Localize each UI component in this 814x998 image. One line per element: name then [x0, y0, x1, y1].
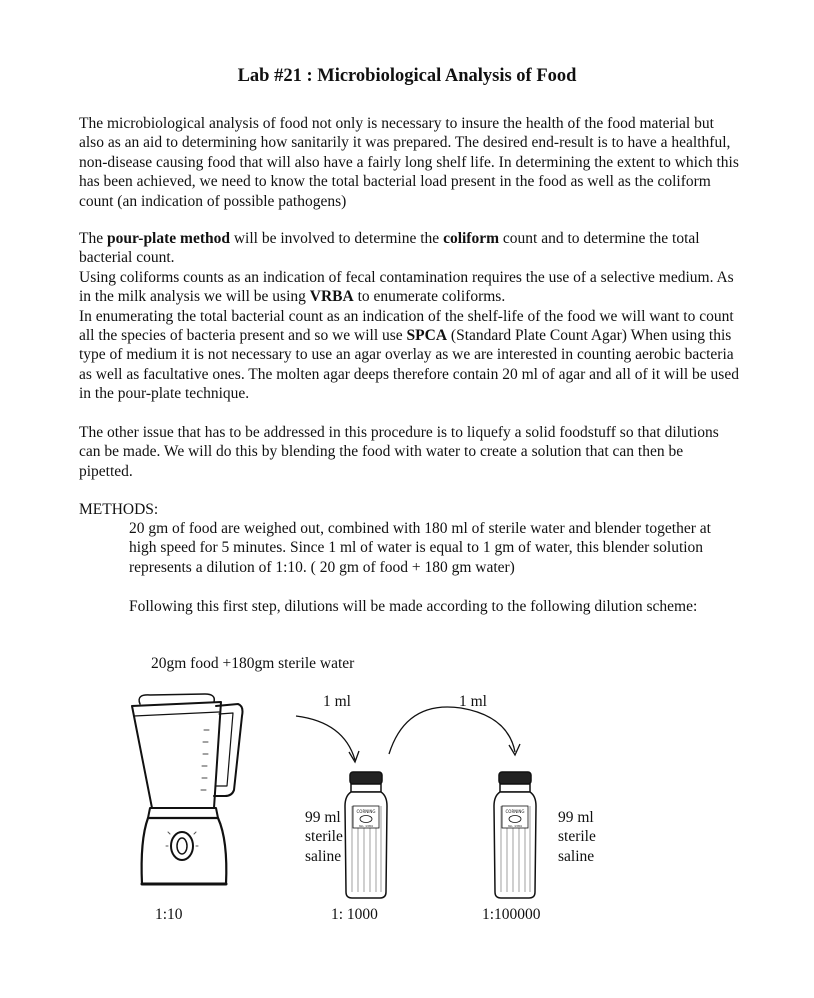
dilution-bottle-1-label: 1: 1000 — [331, 906, 378, 923]
pour-plate-pre: The — [79, 230, 107, 247]
page-title: Lab #21 : Microbiological Analysis of Food — [237, 66, 577, 86]
total-count-pre: In enumerating the total bacterial count as an indication of the shelf-life of the food we will want to count all the species of bacteria present and so we will use — [79, 307, 734, 345]
methods-step-2: Following this first step, dilutions will be made according to the following dilution scheme: — [129, 598, 698, 615]
bottle-2-sterile: sterile — [558, 828, 596, 846]
bottle-1-sterile: sterile — [305, 828, 343, 846]
methods-heading: METHODS: — [79, 501, 159, 518]
bottle-1-code: No. 1384 — [359, 824, 373, 828]
total-count-post: (Standard Plate Count Agar) When using this type of medium it is not necessary to use an agar overlay as we are interested in counting aerobic bacteria as well as facultative ones. The molten agar deeps therefore contain 20 ml of agar and all of it will be used in the pour-plate technique. — [79, 327, 739, 403]
methods-step-1: 20 gm of food are weighed out, combined with 180 ml of sterile water and blender together at high speed for 5 minutes. Since 1 ml of water is equal to 1 gm of water, this blender solution represents a dilution of 1:10. ( 20 gm of food + 180 gm water) — [129, 520, 711, 576]
transfer-2-label: 1 ml — [459, 693, 487, 710]
bottle-1-brand: CORNING — [356, 809, 376, 814]
bottle-2-brand: CORNING — [505, 809, 525, 814]
pour-plate-mid: will be involved to determine the — [229, 230, 444, 247]
dilution-bottle-2-label: 1:100000 — [482, 906, 541, 923]
dilution-blender-label: 1:10 — [155, 906, 183, 923]
transfer-1-label: 1 ml — [323, 693, 351, 710]
pour-plate-post: count and to determine the total bacterial count. — [79, 230, 700, 267]
pour-plate-method-term: pour-plate method — [106, 230, 230, 247]
coliform-term: coliform — [443, 230, 500, 247]
bottle-2-volume: 99 ml — [558, 809, 594, 826]
bottle-2-saline: saline — [558, 847, 595, 865]
coliforms-pre: Using coliforms counts as an indication of fecal contamination requires the use of a selective medium. As in the milk analysis we will be using — [79, 268, 734, 306]
spca-term: SPCA — [406, 327, 448, 345]
saline-bottle-1-icon — [345, 772, 387, 898]
vrba-term: VRBA — [309, 288, 354, 306]
liquefy-text: The other issue that has to be addressed in this procedure is to liquefy a solid foodstuff so that dilutions can be made. We will do this by blending the food with water to create a solution that can then be pipetted. — [79, 424, 719, 480]
bottle-1-saline: saline — [305, 847, 342, 865]
transfer-arrow-2-icon — [389, 707, 520, 755]
transfer-arrow-1-icon — [296, 716, 359, 762]
saline-bottle-2-icon — [494, 772, 536, 898]
bottle-2-code: No. 1384 — [508, 824, 522, 828]
food-water-label: 20gm food +180gm sterile water — [151, 655, 355, 672]
coliforms-post: to enumerate coliforms. — [353, 288, 506, 306]
intro-text: The microbiological analysis of food not only is necessary to insure the health of the food material but also as an aid to determining how sanitarily it was prepared. The desired end-result is to have a healthful, non-disease causing food that will also have a fairly long shelf life. In determining the extent to which this has been achieved, we need to know the total bacterial load present in the food as well as the coliform count (an indication of possible pathogens) — [79, 115, 739, 210]
blender-icon — [132, 694, 243, 884]
bottle-1-volume: 99 ml — [305, 809, 341, 826]
